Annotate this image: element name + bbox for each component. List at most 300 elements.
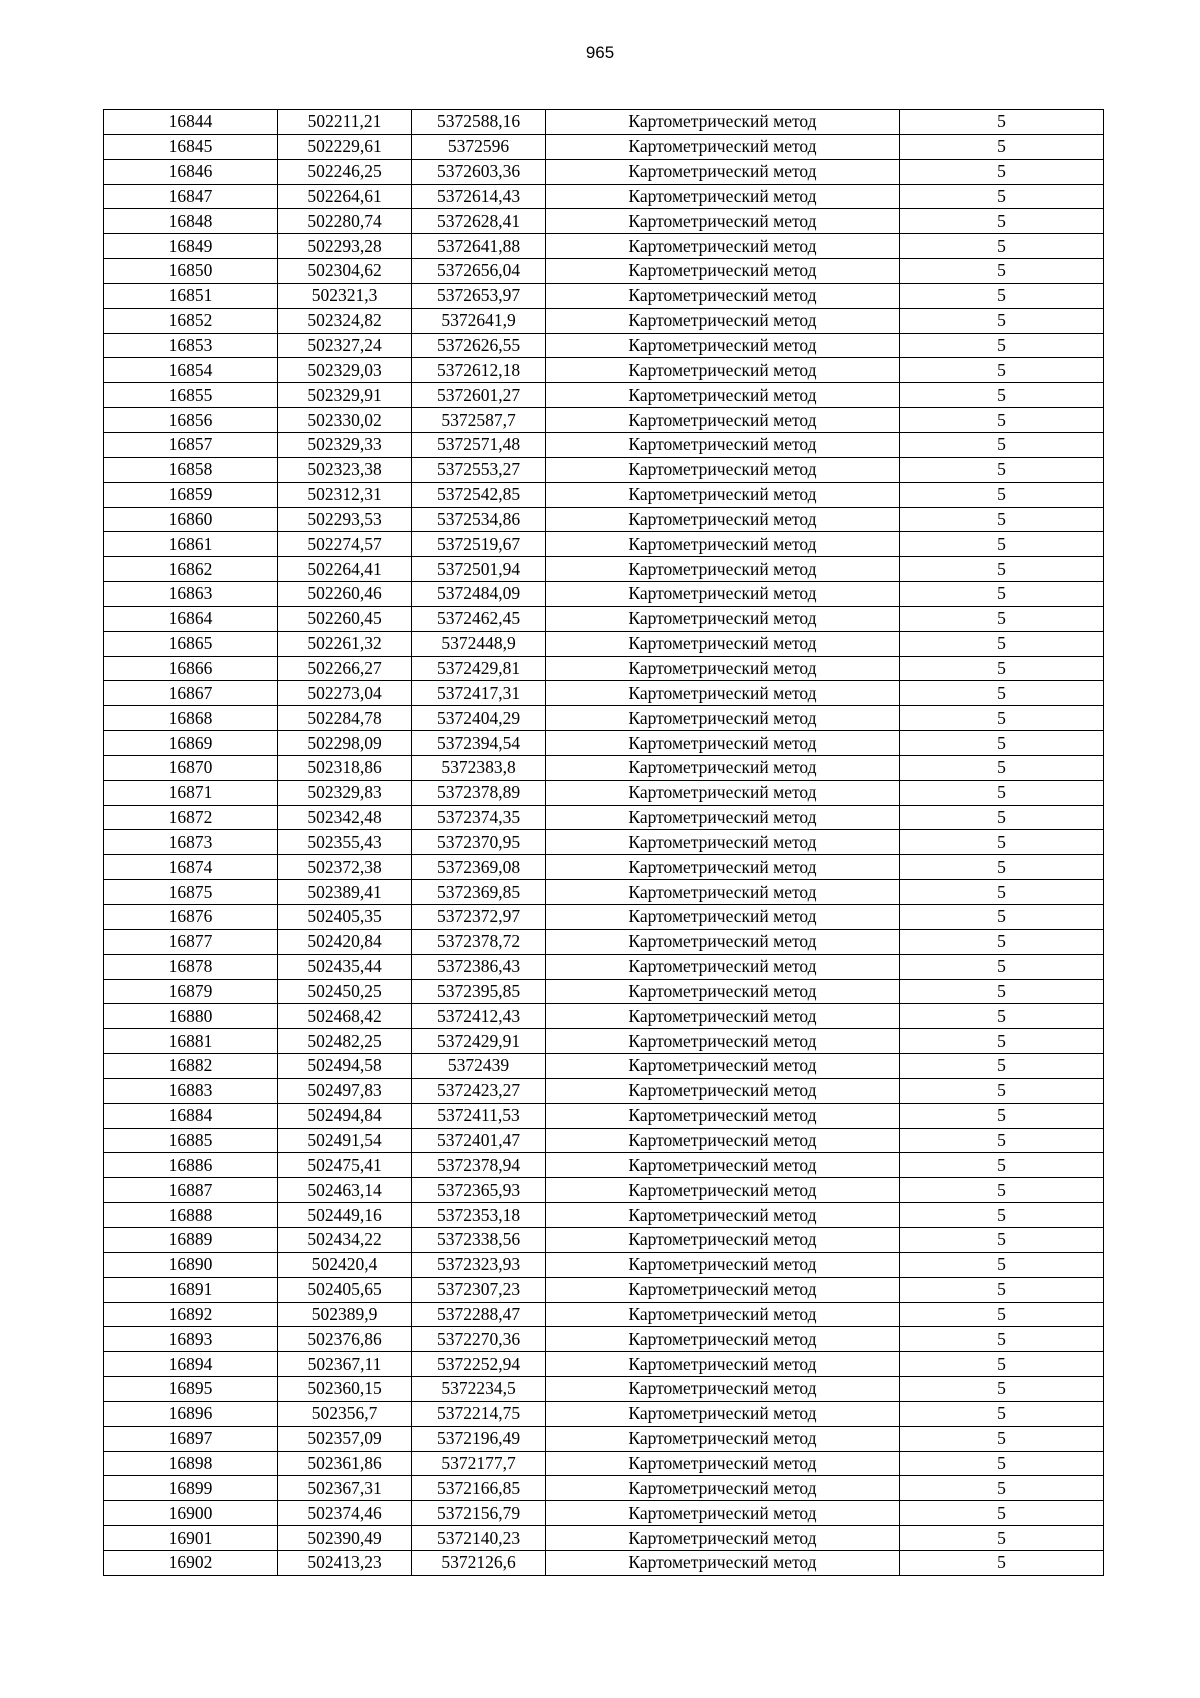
- accuracy-cell: 5: [900, 333, 1104, 358]
- y-coordinate-cell: 5372411,53: [412, 1103, 546, 1128]
- table-row: [104, 582, 1104, 607]
- y-coordinate-cell: 5372601,27: [412, 383, 546, 408]
- x-coordinate-cell: 502361,86: [278, 1451, 412, 1476]
- x-coordinate-cell: 502356,7: [278, 1401, 412, 1426]
- method-cell: Картометрический метод: [546, 1128, 900, 1153]
- y-coordinate-cell: 5372501,94: [412, 557, 546, 582]
- point-number-cell: 16862: [104, 557, 278, 582]
- method-cell: Картометрический метод: [546, 1501, 900, 1526]
- y-coordinate-cell: 5372412,43: [412, 1004, 546, 1029]
- accuracy-cell: 5: [900, 159, 1104, 184]
- point-number-cell: 16850: [104, 259, 278, 284]
- y-coordinate-cell: 5372386,43: [412, 954, 546, 979]
- x-coordinate-cell: 502318,86: [278, 755, 412, 780]
- table-row: [104, 333, 1104, 358]
- method-cell: Картометрический метод: [546, 482, 900, 507]
- x-coordinate-cell: 502266,27: [278, 656, 412, 681]
- table-row: [104, 805, 1104, 830]
- method-cell: Картометрический метод: [546, 308, 900, 333]
- accuracy-cell: 5: [900, 408, 1104, 433]
- point-number-cell: 16845: [104, 134, 278, 159]
- y-coordinate-cell: 5372374,35: [412, 805, 546, 830]
- accuracy-cell: 5: [900, 259, 1104, 284]
- point-number-cell: 16900: [104, 1501, 278, 1526]
- point-number-cell: 16847: [104, 184, 278, 209]
- accuracy-cell: 5: [900, 383, 1104, 408]
- x-coordinate-cell: 502376,86: [278, 1327, 412, 1352]
- table-row: [104, 929, 1104, 954]
- point-number-cell: 16879: [104, 979, 278, 1004]
- point-number-cell: 16849: [104, 234, 278, 259]
- point-number-cell: 16846: [104, 159, 278, 184]
- method-cell: Картометрический метод: [546, 905, 900, 930]
- point-number-cell: 16868: [104, 706, 278, 731]
- table-row: [104, 234, 1104, 259]
- y-coordinate-cell: 5372587,7: [412, 408, 546, 433]
- method-cell: Картометрический метод: [546, 209, 900, 234]
- accuracy-cell: 5: [900, 631, 1104, 656]
- accuracy-cell: 5: [900, 532, 1104, 557]
- accuracy-cell: 5: [900, 234, 1104, 259]
- point-number-cell: 16857: [104, 432, 278, 457]
- method-cell: Картометрический метод: [546, 929, 900, 954]
- x-coordinate-cell: 502321,3: [278, 283, 412, 308]
- x-coordinate-cell: 502405,65: [278, 1277, 412, 1302]
- accuracy-cell: 5: [900, 929, 1104, 954]
- y-coordinate-cell: 5372378,89: [412, 780, 546, 805]
- x-coordinate-cell: 502261,32: [278, 631, 412, 656]
- method-cell: Картометрический метод: [546, 110, 900, 135]
- x-coordinate-cell: 502367,31: [278, 1476, 412, 1501]
- y-coordinate-cell: 5372369,85: [412, 880, 546, 905]
- table-row: [104, 954, 1104, 979]
- y-coordinate-cell: 5372641,9: [412, 308, 546, 333]
- x-coordinate-cell: 502280,74: [278, 209, 412, 234]
- x-coordinate-cell: 502491,54: [278, 1128, 412, 1153]
- y-coordinate-cell: 5372596: [412, 134, 546, 159]
- point-number-cell: 16859: [104, 482, 278, 507]
- y-coordinate-cell: 5372603,36: [412, 159, 546, 184]
- method-cell: Картометрический метод: [546, 706, 900, 731]
- method-cell: Картометрический метод: [546, 855, 900, 880]
- accuracy-cell: 5: [900, 482, 1104, 507]
- method-cell: Картометрический метод: [546, 1078, 900, 1103]
- x-coordinate-cell: 502413,23: [278, 1550, 412, 1575]
- x-coordinate-cell: 502357,09: [278, 1426, 412, 1451]
- accuracy-cell: 5: [900, 1377, 1104, 1402]
- accuracy-cell: 5: [900, 1426, 1104, 1451]
- accuracy-cell: 5: [900, 1401, 1104, 1426]
- method-cell: Картометрический метод: [546, 1377, 900, 1402]
- accuracy-cell: 5: [900, 283, 1104, 308]
- method-cell: Картометрический метод: [546, 1153, 900, 1178]
- method-cell: Картометрический метод: [546, 457, 900, 482]
- y-coordinate-cell: 5372252,94: [412, 1352, 546, 1377]
- y-coordinate-cell: 5372484,09: [412, 582, 546, 607]
- point-number-cell: 16848: [104, 209, 278, 234]
- table-row: [104, 1550, 1104, 1575]
- method-cell: Картометрический метод: [546, 1178, 900, 1203]
- y-coordinate-cell: 5372378,72: [412, 929, 546, 954]
- table-row: [104, 656, 1104, 681]
- point-number-cell: 16863: [104, 582, 278, 607]
- accuracy-cell: 5: [900, 830, 1104, 855]
- method-cell: Картометрический метод: [546, 805, 900, 830]
- accuracy-cell: 5: [900, 1476, 1104, 1501]
- table-row: [104, 209, 1104, 234]
- point-number-cell: 16889: [104, 1227, 278, 1252]
- table-row: [104, 1054, 1104, 1079]
- y-coordinate-cell: 5372462,45: [412, 606, 546, 631]
- point-number-cell: 16901: [104, 1526, 278, 1551]
- x-coordinate-cell: 502372,38: [278, 855, 412, 880]
- method-cell: Картометрический метод: [546, 1476, 900, 1501]
- y-coordinate-cell: 5372370,95: [412, 830, 546, 855]
- table-row: [104, 1476, 1104, 1501]
- x-coordinate-cell: 502273,04: [278, 681, 412, 706]
- method-cell: Картометрический метод: [546, 1526, 900, 1551]
- table-row: [104, 1004, 1104, 1029]
- accuracy-cell: 5: [900, 1252, 1104, 1277]
- method-cell: Картометрический метод: [546, 1426, 900, 1451]
- accuracy-cell: 5: [900, 1004, 1104, 1029]
- table-row: [104, 358, 1104, 383]
- x-coordinate-cell: 502389,9: [278, 1302, 412, 1327]
- table-row: [104, 507, 1104, 532]
- y-coordinate-cell: 5372534,86: [412, 507, 546, 532]
- table-row: [104, 880, 1104, 905]
- x-coordinate-cell: 502211,21: [278, 110, 412, 135]
- method-cell: Картометрический метод: [546, 606, 900, 631]
- x-coordinate-cell: 502330,02: [278, 408, 412, 433]
- table-row: [104, 134, 1104, 159]
- y-coordinate-cell: 5372417,31: [412, 681, 546, 706]
- x-coordinate-cell: 502494,84: [278, 1103, 412, 1128]
- y-coordinate-cell: 5372429,81: [412, 656, 546, 681]
- table-row: [104, 631, 1104, 656]
- accuracy-cell: 5: [900, 1203, 1104, 1228]
- y-coordinate-cell: 5372140,23: [412, 1526, 546, 1551]
- method-cell: Картометрический метод: [546, 1451, 900, 1476]
- x-coordinate-cell: 502374,46: [278, 1501, 412, 1526]
- accuracy-cell: 5: [900, 507, 1104, 532]
- x-coordinate-cell: 502420,4: [278, 1252, 412, 1277]
- x-coordinate-cell: 502327,24: [278, 333, 412, 358]
- table-row: [104, 308, 1104, 333]
- x-coordinate-cell: 502329,33: [278, 432, 412, 457]
- x-coordinate-cell: 502274,57: [278, 532, 412, 557]
- table-row: [104, 1377, 1104, 1402]
- y-coordinate-cell: 5372372,97: [412, 905, 546, 930]
- x-coordinate-cell: 502264,61: [278, 184, 412, 209]
- method-cell: Картометрический метод: [546, 1252, 900, 1277]
- method-cell: Картометрический метод: [546, 830, 900, 855]
- method-cell: Картометрический метод: [546, 283, 900, 308]
- x-coordinate-cell: 502355,43: [278, 830, 412, 855]
- point-number-cell: 16902: [104, 1550, 278, 1575]
- y-coordinate-cell: 5372519,67: [412, 532, 546, 557]
- table-row: [104, 1103, 1104, 1128]
- table-row: [104, 383, 1104, 408]
- x-coordinate-cell: 502450,25: [278, 979, 412, 1004]
- point-number-cell: 16865: [104, 631, 278, 656]
- method-cell: Картометрический метод: [546, 1004, 900, 1029]
- y-coordinate-cell: 5372641,88: [412, 234, 546, 259]
- table-row: [104, 1302, 1104, 1327]
- point-number-cell: 16882: [104, 1054, 278, 1079]
- x-coordinate-cell: 502284,78: [278, 706, 412, 731]
- accuracy-cell: 5: [900, 1029, 1104, 1054]
- method-cell: Картометрический метод: [546, 755, 900, 780]
- y-coordinate-cell: 5372656,04: [412, 259, 546, 284]
- accuracy-cell: 5: [900, 1302, 1104, 1327]
- x-coordinate-cell: 502360,15: [278, 1377, 412, 1402]
- point-number-cell: 16856: [104, 408, 278, 433]
- table-row: [104, 1203, 1104, 1228]
- x-coordinate-cell: 502329,83: [278, 780, 412, 805]
- method-cell: Картометрический метод: [546, 582, 900, 607]
- accuracy-cell: 5: [900, 557, 1104, 582]
- accuracy-cell: 5: [900, 1227, 1104, 1252]
- point-number-cell: 16887: [104, 1178, 278, 1203]
- y-coordinate-cell: 5372214,75: [412, 1401, 546, 1426]
- x-coordinate-cell: 502293,53: [278, 507, 412, 532]
- x-coordinate-cell: 502329,91: [278, 383, 412, 408]
- accuracy-cell: 5: [900, 1153, 1104, 1178]
- y-coordinate-cell: 5372270,36: [412, 1327, 546, 1352]
- table-row: [104, 755, 1104, 780]
- method-cell: Картометрический метод: [546, 184, 900, 209]
- table-row: [104, 1426, 1104, 1451]
- method-cell: Картометрический метод: [546, 1327, 900, 1352]
- point-number-cell: 16883: [104, 1078, 278, 1103]
- accuracy-cell: 5: [900, 780, 1104, 805]
- x-coordinate-cell: 502304,62: [278, 259, 412, 284]
- point-number-cell: 16852: [104, 308, 278, 333]
- y-coordinate-cell: 5372401,47: [412, 1128, 546, 1153]
- y-coordinate-cell: 5372323,93: [412, 1252, 546, 1277]
- point-number-cell: 16886: [104, 1153, 278, 1178]
- method-cell: Картометрический метод: [546, 1550, 900, 1575]
- table-row: [104, 1501, 1104, 1526]
- y-coordinate-cell: 5372234,5: [412, 1377, 546, 1402]
- method-cell: Картометрический метод: [546, 159, 900, 184]
- method-cell: Картометрический метод: [546, 358, 900, 383]
- method-cell: Картометрический метод: [546, 979, 900, 1004]
- point-number-cell: 16869: [104, 731, 278, 756]
- table-row: [104, 259, 1104, 284]
- method-cell: Картометрический метод: [546, 1352, 900, 1377]
- table-row: [104, 1526, 1104, 1551]
- y-coordinate-cell: 5372288,47: [412, 1302, 546, 1327]
- method-cell: Картометрический метод: [546, 259, 900, 284]
- accuracy-cell: 5: [900, 1550, 1104, 1575]
- y-coordinate-cell: 5372626,55: [412, 333, 546, 358]
- accuracy-cell: 5: [900, 755, 1104, 780]
- accuracy-cell: 5: [900, 1526, 1104, 1551]
- x-coordinate-cell: 502298,09: [278, 731, 412, 756]
- x-coordinate-cell: 502389,41: [278, 880, 412, 905]
- table-row: [104, 1128, 1104, 1153]
- method-cell: Картометрический метод: [546, 631, 900, 656]
- x-coordinate-cell: 502463,14: [278, 1178, 412, 1203]
- method-cell: Картометрический метод: [546, 1103, 900, 1128]
- x-coordinate-cell: 502475,41: [278, 1153, 412, 1178]
- y-coordinate-cell: 5372423,27: [412, 1078, 546, 1103]
- method-cell: Картометрический метод: [546, 333, 900, 358]
- y-coordinate-cell: 5372383,8: [412, 755, 546, 780]
- point-number-cell: 16881: [104, 1029, 278, 1054]
- point-number-cell: 16866: [104, 656, 278, 681]
- point-number-cell: 16877: [104, 929, 278, 954]
- accuracy-cell: 5: [900, 1128, 1104, 1153]
- table-row: [104, 184, 1104, 209]
- method-cell: Картометрический метод: [546, 432, 900, 457]
- point-number-cell: 16899: [104, 1476, 278, 1501]
- y-coordinate-cell: 5372404,29: [412, 706, 546, 731]
- table-row: [104, 1227, 1104, 1252]
- x-coordinate-cell: 502435,44: [278, 954, 412, 979]
- point-number-cell: 16871: [104, 780, 278, 805]
- method-cell: Картометрический метод: [546, 408, 900, 433]
- method-cell: Картометрический метод: [546, 557, 900, 582]
- method-cell: Картометрический метод: [546, 880, 900, 905]
- method-cell: Картометрический метод: [546, 1203, 900, 1228]
- accuracy-cell: 5: [900, 1078, 1104, 1103]
- point-number-cell: 16873: [104, 830, 278, 855]
- point-number-cell: 16890: [104, 1252, 278, 1277]
- table-row: [104, 681, 1104, 706]
- y-coordinate-cell: 5372378,94: [412, 1153, 546, 1178]
- coordinates-table-body: [104, 110, 1104, 1576]
- point-number-cell: 16860: [104, 507, 278, 532]
- point-number-cell: 16895: [104, 1377, 278, 1402]
- x-coordinate-cell: 502468,42: [278, 1004, 412, 1029]
- method-cell: Картометрический метод: [546, 1054, 900, 1079]
- coordinates-table: [103, 109, 1104, 1576]
- point-number-cell: 16897: [104, 1426, 278, 1451]
- x-coordinate-cell: 502260,46: [278, 582, 412, 607]
- method-cell: Картометрический метод: [546, 234, 900, 259]
- point-number-cell: 16844: [104, 110, 278, 135]
- accuracy-cell: 5: [900, 308, 1104, 333]
- y-coordinate-cell: 5372612,18: [412, 358, 546, 383]
- y-coordinate-cell: 5372369,08: [412, 855, 546, 880]
- table-row: [104, 731, 1104, 756]
- x-coordinate-cell: 502497,83: [278, 1078, 412, 1103]
- accuracy-cell: 5: [900, 880, 1104, 905]
- x-coordinate-cell: 502367,11: [278, 1352, 412, 1377]
- accuracy-cell: 5: [900, 1277, 1104, 1302]
- accuracy-cell: 5: [900, 432, 1104, 457]
- accuracy-cell: 5: [900, 1451, 1104, 1476]
- accuracy-cell: 5: [900, 905, 1104, 930]
- y-coordinate-cell: 5372395,85: [412, 979, 546, 1004]
- point-number-cell: 16864: [104, 606, 278, 631]
- table-row: [104, 283, 1104, 308]
- point-number-cell: 16853: [104, 333, 278, 358]
- table-row: [104, 457, 1104, 482]
- table-row: [104, 1153, 1104, 1178]
- table-row: [104, 159, 1104, 184]
- accuracy-cell: 5: [900, 1501, 1104, 1526]
- accuracy-cell: 5: [900, 582, 1104, 607]
- x-coordinate-cell: 502434,22: [278, 1227, 412, 1252]
- method-cell: Картометрический метод: [546, 1401, 900, 1426]
- y-coordinate-cell: 5372365,93: [412, 1178, 546, 1203]
- accuracy-cell: 5: [900, 706, 1104, 731]
- accuracy-cell: 5: [900, 656, 1104, 681]
- x-coordinate-cell: 502390,49: [278, 1526, 412, 1551]
- table-row: [104, 557, 1104, 582]
- y-coordinate-cell: 5372653,97: [412, 283, 546, 308]
- y-coordinate-cell: 5372196,49: [412, 1426, 546, 1451]
- accuracy-cell: 5: [900, 184, 1104, 209]
- table-row: [104, 606, 1104, 631]
- y-coordinate-cell: 5372628,41: [412, 209, 546, 234]
- method-cell: Картометрический метод: [546, 1302, 900, 1327]
- method-cell: Картометрический метод: [546, 780, 900, 805]
- accuracy-cell: 5: [900, 979, 1104, 1004]
- y-coordinate-cell: 5372177,7: [412, 1451, 546, 1476]
- accuracy-cell: 5: [900, 1178, 1104, 1203]
- x-coordinate-cell: 502246,25: [278, 159, 412, 184]
- method-cell: Картометрический метод: [546, 383, 900, 408]
- y-coordinate-cell: 5372429,91: [412, 1029, 546, 1054]
- table-row: [104, 855, 1104, 880]
- point-number-cell: 16893: [104, 1327, 278, 1352]
- accuracy-cell: 5: [900, 805, 1104, 830]
- method-cell: Картометрический метод: [546, 1029, 900, 1054]
- table-row: [104, 830, 1104, 855]
- point-number-cell: 16884: [104, 1103, 278, 1128]
- accuracy-cell: 5: [900, 606, 1104, 631]
- accuracy-cell: 5: [900, 731, 1104, 756]
- accuracy-cell: 5: [900, 358, 1104, 383]
- point-number-cell: 16892: [104, 1302, 278, 1327]
- y-coordinate-cell: 5372394,54: [412, 731, 546, 756]
- method-cell: Картометрический метод: [546, 134, 900, 159]
- accuracy-cell: 5: [900, 110, 1104, 135]
- x-coordinate-cell: 502420,84: [278, 929, 412, 954]
- x-coordinate-cell: 502260,45: [278, 606, 412, 631]
- point-number-cell: 16888: [104, 1203, 278, 1228]
- table-row: [104, 1352, 1104, 1377]
- table-row: [104, 1277, 1104, 1302]
- x-coordinate-cell: 502324,82: [278, 308, 412, 333]
- x-coordinate-cell: 502229,61: [278, 134, 412, 159]
- y-coordinate-cell: 5372553,27: [412, 457, 546, 482]
- table-row: [104, 1327, 1104, 1352]
- accuracy-cell: 5: [900, 855, 1104, 880]
- table-row: [104, 1401, 1104, 1426]
- page-number: 965: [585, 43, 615, 62]
- method-cell: Картометрический метод: [546, 681, 900, 706]
- table-row: [104, 482, 1104, 507]
- x-coordinate-cell: 502494,58: [278, 1054, 412, 1079]
- accuracy-cell: 5: [900, 954, 1104, 979]
- x-coordinate-cell: 502293,28: [278, 234, 412, 259]
- accuracy-cell: 5: [900, 1103, 1104, 1128]
- y-coordinate-cell: 5372448,9: [412, 631, 546, 656]
- x-coordinate-cell: 502482,25: [278, 1029, 412, 1054]
- y-coordinate-cell: 5372166,85: [412, 1476, 546, 1501]
- table-row: [104, 110, 1104, 135]
- x-coordinate-cell: 502312,31: [278, 482, 412, 507]
- point-number-cell: 16855: [104, 383, 278, 408]
- table-row: [104, 1029, 1104, 1054]
- y-coordinate-cell: 5372307,23: [412, 1277, 546, 1302]
